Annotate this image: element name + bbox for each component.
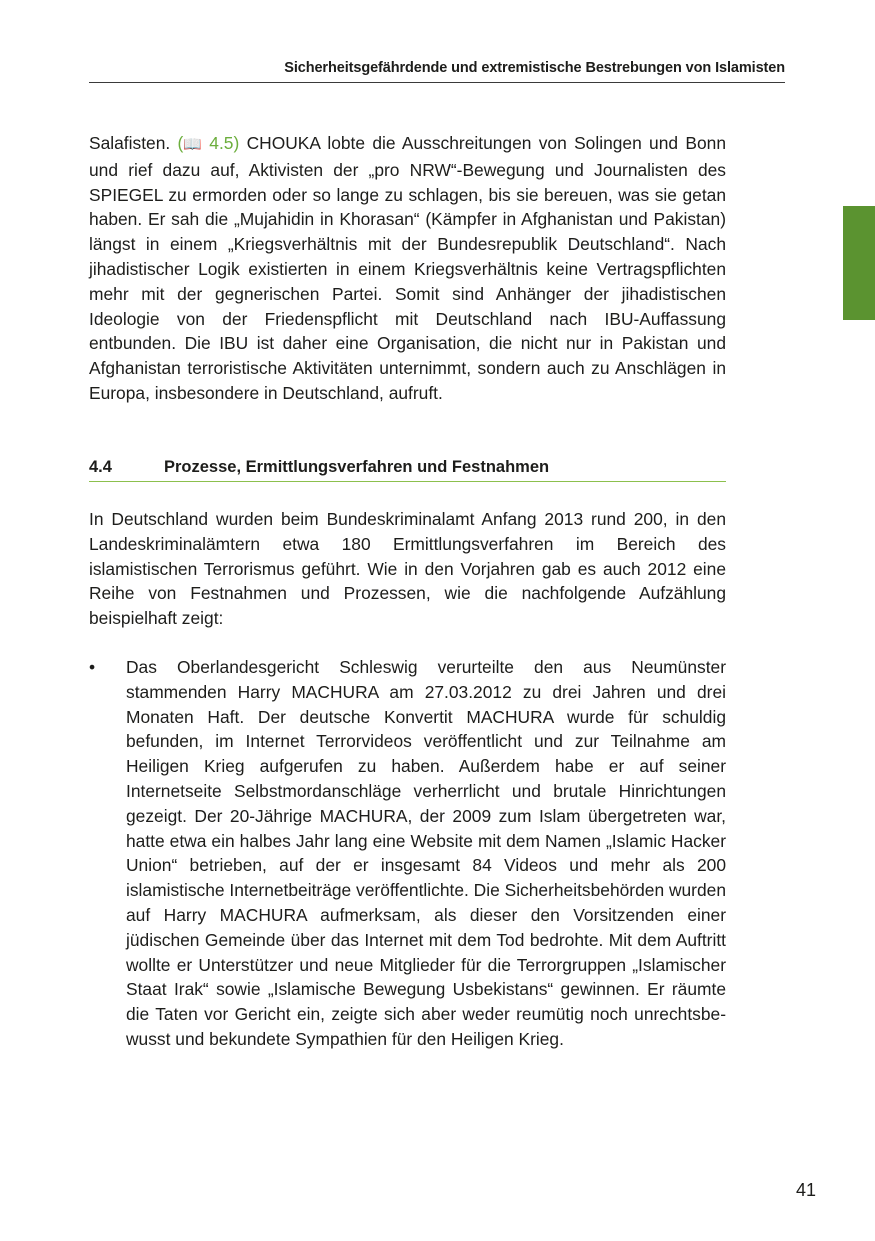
cross-reference-link[interactable]: (📖 4.5) [178,133,240,153]
intro-lead: Salafisten. [89,133,178,153]
running-header-title: Sicherheitsgefährdende und extremistische Bestrebungen von Islamisten [284,60,785,76]
bullet-icon: • [89,657,96,677]
list-item-text: Das Oberlandesgericht Schleswig verurteilte den aus Neumünster stammenden Harry MACHURA am 27.03.2012 zu drei Jahren und drei Monaten Haft. Der deutsche Konvertit MACHURA wurde für schuldig befunden, im Internet Terrorvideos veröffentlicht und zur Teilnahme am Heiligen Krieg aufgerufen zu haben. Außerdem habe er auf seiner Internetseite Selbstmordanschläge verherrlicht und brutale Hinrichtungen gezeigt. Der 20-Jährige MACHURA, der 2009 zum Islam übergetreten war, hatte etwa ein halbes Jahr lang eine Website mit dem Namen „Islamic Hacker Union“ betrieben, auf der er insgesamt 84 Videos und mehr als 200 islamistische Internetbeiträge veröffentlichte. Die Sicherheitsbehörden wurden auf Harry MACHURA aufmerksam, als dieser den Vorsitzenden einer jüdischen Gemeinde über das Internet mit dem Tod bedrohte. Mit dem Auftritt wollte er Unterstützer und neue Mitglieder für die Terrorgruppen „Islamischer Staat Irak“ sowie „Islamische Bewegung Usbekistans“ gewinnen. Er räumte die Taten vor Gericht ein, zeigte sich aber weder reumütig noch unrechtsbewusst und bekundete Sympathien für den Heiligen Krieg. [126,657,726,1049]
section-heading [89,454,726,482]
section-title: Prozesse, Ermittlungsverfahren und Festnahmen [164,458,550,476]
chapter-tab-marker [843,206,875,320]
section-paragraph: In Deutschland wurden beim Bundeskriminalamt Anfang 2013 rund 200, in den Landeskriminalämtern etwa 180 Ermittlungsverfahren im Bereich des islamistischen Terrorismus geführt. Wie in den Vorjahren gab es auch 2012 eine Reihe von Festnahmen und Prozessen, wie die nachfolgende Aufzählung beispielhaft zeigt: [89,509,726,629]
intro-paragraph [89,131,726,406]
page-number: 41 [796,1180,817,1200]
section-number: 4.4 [89,458,112,476]
intro-body: CHOUKA lobte die Ausschreitungen von Solingen und Bonn und rief dazu auf, Aktivisten der „pro NRW“-Bewegung und Journalisten des SPIEGEL zu ermorden oder so lange zu schlagen, bis sie bereuen, was sie getan haben. Er sah die „Mujahidin in Khorasan“ (Kämpfer in Afghanistan und Pakistan) längst in einem „Kriegsverhältnis mit der Bundesrepublik Deutschland“. Nach jihadistischer Logik existierten in einem Kriegsverhältnis keine Vertragspflichten mehr mit der gegnerischen Partei. Somit sind Anhänger der jihadistischen Ideologie von der Friedenspflicht mit Deutschland nach IBU-Auffassung entbunden. Die IBU ist daher eine Organisation, die nicht nur in Pakistan und Afghanistan terroristische Aktivitäten unternimmt, sondern auch zu Anschlägen in Europa, insbesondere in Deutschland, aufruft. [89,133,726,403]
running-header [89,56,785,83]
book-icon: 📖 [183,136,202,153]
